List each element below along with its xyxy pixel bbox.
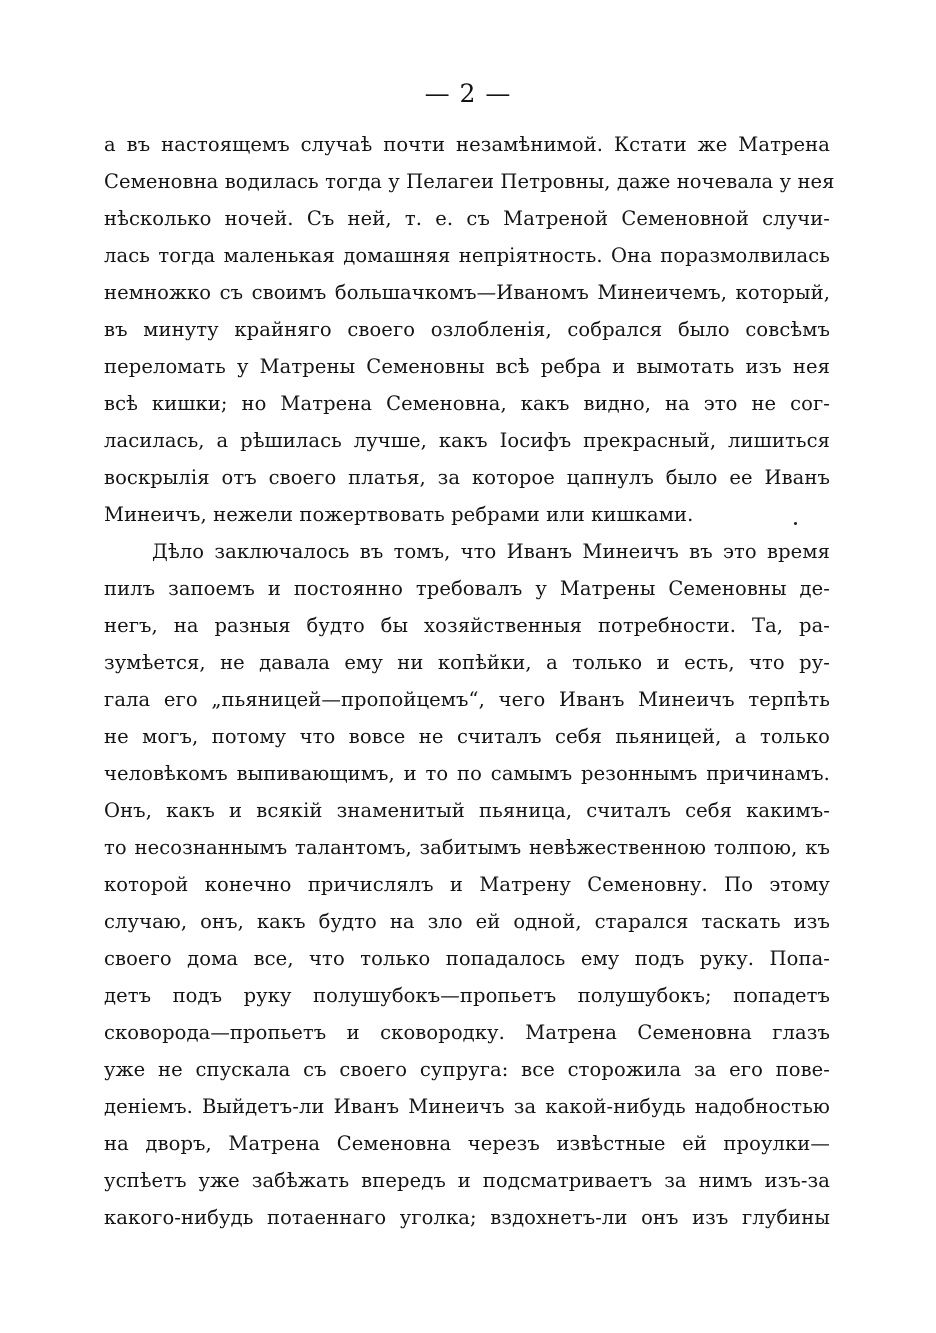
- text-line: всѣ кишки; но Матрена Семеновна, какъ видно, на это не сог-: [104, 392, 830, 415]
- text-line: детъ подъ руку полушубокъ—пропьетъ полушубокъ; попадетъ: [104, 984, 830, 1007]
- text-line: нѣсколько ночей. Съ ней, т. е. съ Матреной Семеновной случи-: [104, 207, 830, 230]
- text-line: зумѣется, не давала ему ни копѣйки, а только и есть, что ру-: [104, 651, 830, 674]
- body-text: [104, 126, 835, 1236]
- text-line: переломать у Матрены Семеновны всѣ ребра и вымотать изъ нея: [104, 355, 830, 378]
- text-line: пилъ запоемъ и постоянно требовалъ у Матрены Семеновны де-: [104, 577, 830, 600]
- text-line: своего дома все, что только попадалось ему подъ руку. Попа-: [104, 947, 830, 970]
- text-line: Минеичъ, нежели пожертвовать ребрами или кишками.: [104, 503, 694, 526]
- text-line: воскрылія отъ своего платья, за которое цапнулъ было ее Иванъ: [104, 466, 830, 489]
- text-line: негъ, на разныя будто бы хозяйственныя потребности. Та, ра-: [104, 614, 830, 637]
- text-line: а въ настоящемъ случаѣ почти незамѣнимой. Кстати же Матрена: [104, 133, 830, 156]
- text-line: немножко съ своимъ большачкомъ—Иваномъ Минеичемъ, который,: [104, 281, 830, 304]
- text-line: гала его „пьяницей—пропойцемъ“, чего Иванъ Минеичъ терпѣть: [104, 688, 830, 711]
- print-speck: [794, 522, 797, 525]
- text-line: лась тогда маленькая домашняя непріятность. Она поразмолвилась: [104, 244, 830, 267]
- text-line: которой конечно причислялъ и Матрену Семеновну. По этому: [104, 873, 830, 896]
- text-line: деніемъ. Выйдетъ-ли Иванъ Минеичъ за какой-нибудь надобностью: [104, 1095, 830, 1118]
- text-line: сковорода—пропьетъ и сковородку. Матрена Семеновна глазъ: [104, 1021, 830, 1044]
- text-line: уже не спускала съ своего супруга: все сторожила за его пове-: [104, 1058, 830, 1081]
- text-line: Онъ, какъ и всякій знаменитый пьяница, считалъ себя какимъ-: [104, 799, 830, 822]
- text-line: Семеновна водилась тогда у Пелагеи Петровны, даже ночевала у нея: [104, 170, 835, 193]
- text-line: случаю, онъ, какъ будто на зло ей одной, старался таскать изъ: [104, 910, 830, 933]
- text-line: ласилась, а рѣшилась лучше, какъ Іосифъ прекрасный, лишиться: [104, 429, 830, 452]
- text-line: человѣкомъ выпивающимъ, и то по самымъ резоннымъ причинамъ.: [104, 762, 830, 785]
- text-line: не могъ, потому что вовсе не считалъ себя пьяницей, а только: [104, 725, 830, 748]
- text-line: на дворъ, Матрена Семеновна черезъ извѣстные ей проулки—: [104, 1132, 830, 1155]
- text-line: то несознаннымъ талантомъ, забитымъ невѣжественною толпою, къ: [104, 836, 830, 859]
- text-line: какого-нибудь потаеннаго уголка; вздохнетъ-ли онъ изъ глубины: [104, 1206, 830, 1229]
- text-line: въ минуту крайняго своего озлобленія, собрался было совсѣмъ: [104, 318, 830, 341]
- page-number: — 2 —: [424, 79, 512, 108]
- text-line: успѣетъ уже забѣжать впередъ и подсматриваетъ за нимъ изъ-за: [104, 1169, 830, 1192]
- text-line: Дѣло заключалось въ томъ, что Иванъ Минеичъ въ это время: [152, 540, 830, 563]
